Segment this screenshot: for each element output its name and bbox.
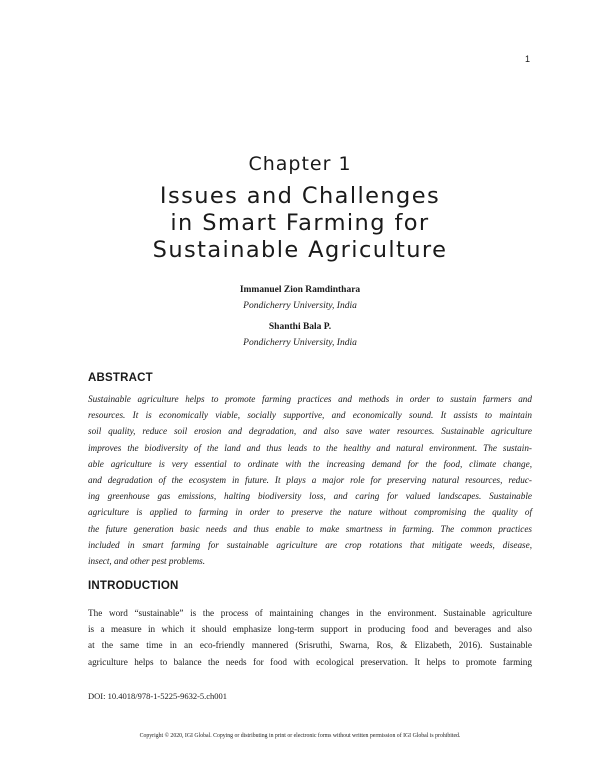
author-name: Shanthi Bala P. [268,322,332,332]
page-number: 1 [524,54,530,64]
abstract-line: the future generation basic needs and thus enable to make smartness in farming. The common practices [88,523,532,534]
author-affiliation: Pondicherry University, India [243,338,357,348]
abstract-line: insect, and other pest problems. [88,556,206,567]
abstract-text [88,391,532,569]
chapter-label: Chapter 1 [248,153,352,175]
abstract-line: able agriculture is very essential to ordinate with the increasing demand for the food, climate change, [88,458,532,469]
introduction-line: at the same time in an eco-friendly mannered (Srisruthi, Swarna, Ros, & Elizabeth, 2016). Sustainable [88,640,532,651]
abstract-line: ing greenhouse gas emissions, halting biodiversity loss, and caring for valued landscapes. Sustainable [88,491,532,502]
chapter-title-line: Issues and Challenges [159,183,441,209]
abstract-line: soil quality, reduce soil erosion and degradation, and also save water resources. Sustainable agriculture [88,426,532,437]
abstract-line: resources. It is economically viable, socially supportive, and economically sound. It assists to maintain [88,410,532,421]
introduction-line: is a measure in which it should emphasize long-term support in producing food and beverages and also [88,624,532,635]
doi: DOI: 10.4018/978-1-5225-9632-5.ch001 [88,691,228,701]
abstract-line: agriculture is applied to farming in order to preserve the nature without compromising the quality of [88,507,532,518]
abstract-heading: ABSTRACT [88,372,153,384]
introduction-text [88,605,532,670]
abstract-line: Sustainable agriculture helps to promote farming practices and methods in order to sustain farmers and [88,394,532,404]
copyright-notice: Copyright © 2020, IGI Global. Copying or distributing in print or electronic forms without written permission of IGI Global is prohibited. [139,733,461,739]
chapter-title [60,183,540,264]
introduction-line: agriculture helps to balance the needs for food with ecological preservation. It helps to promote farming [88,656,532,667]
introduction-line: The word “sustainable” is the process of maintaining changes in the environment. Sustainable agriculture [88,608,532,618]
author-affiliation: Pondicherry University, India [243,301,357,311]
chapter-title-line: Sustainable Agriculture [152,237,448,263]
abstract-line: included in smart farming for sustainable agriculture are crop rotations that mitigate weeds, disease, [88,539,532,550]
abstract-line: improves the biodiversity of the land and thus leads to the healthy and natural environment. The sustain- [88,442,532,453]
chapter-title-line: in Smart Farming for [170,210,430,236]
introduction-heading: INTRODUCTION [88,580,179,592]
abstract-line: and degradation of the ecosystem in future. It plays a major role for preserving natural resources, reduc- [88,475,532,486]
author-name: Immanuel Zion Ramdinthara [239,285,361,295]
